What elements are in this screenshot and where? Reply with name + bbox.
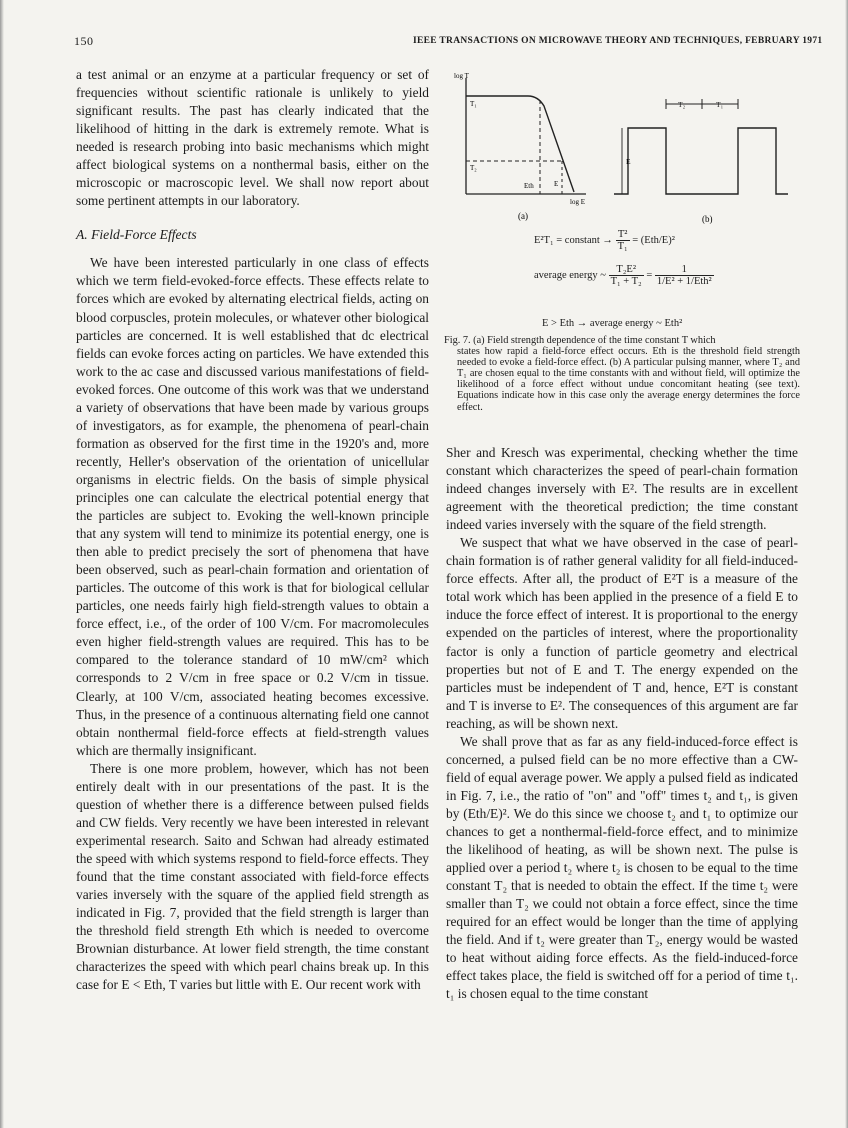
- equation-2-fraction: [609, 264, 644, 287]
- running-head: IEEE TRANSACTIONS ON MICROWAVE THEORY AND TECHNIQUES, FEBRUARY 1971: [413, 36, 823, 46]
- equation-3: E > Eth → average energy ~ Eth²: [542, 318, 683, 329]
- graph-a-x-label: log E: [570, 198, 585, 206]
- equation-2-den: T₁ + T₂: [610, 276, 642, 287]
- graph-b-e-label: E: [626, 157, 631, 166]
- body-paragraph: We have been interested particularly in one class of effects which we term field-evoked-force effects. These effects relate to forces which are evoked by alternating electrical fields, acting on blood corpuscles, protein molecules, or whatever other biological particles are concerned. It is well established that dc electrical fields can evoke forces acting on particles. We have extended this work to the ac case and discussed various manifestations of field-evoked forces. One outcome of this work was that we understand a variety of observations that have been made by various groups of investigators, as for example, the phenomena of pearl-chain formation as observed for the first time in the 1920's and, more recently, Heller's observation of the orientation of unicellular organisms in electric fields. On the basis of simple physical principles one can calculate the electrical potential energy that the particles are subject to. Evoking the well-known principle that any system will tend to minimize its potential energy, one is then able to predict precisely the sort of phenomena that have been observed, such as pearl-chain formation and orientation of particles. The outcome of this work is that for biological cellular particles, one needs fairly high field-strength values to obtain a force effect, i.e., of the order of 100 V/cm. For macromolecules even higher field-strength values are required. This has to be compared to the tolerance standard of 10 mW/cm² which corresponds to 2 V/cm in free space or 0.2 V/cm in tissue. Clearly, at 100 V/cm, associated heating becomes excessive. Thus, in the presence of a continuous alternating field one cannot obtain nonthermal field-force effects at field-strength values which are thermally insignificant.: [76, 255, 429, 758]
- equation-1: [534, 229, 675, 252]
- body-paragraph: We shall prove that as far as any field-induced-force effect is concerned, a pulsed field can be no more effective than a CW-field of equal average power. We apply a pulsed field as indicated in Fig. 7, i.e., the ratio of "on" and "off" times t₂ and t₁, is given by (Eth/E)². We do this since we choose t₂ and t₁ to optimize our chances to get a nonthermal-field-force effect, and to minimize the likelihood of heating, as will be shown next. The pulse is applied over a period t₂ where t₂ is chosen to be equal to the time constant T₂ that is needed to obtain the effect. If the time t₂ were smaller than T₂ we could not obtain a force effect, since the time required for an effect would be longer than the time of applying the field. And if t₂ were greater than T₂, energy would be wasted to heat without aiding force effects. As the field-induced-force effect takes place, the field is switched off for a period of time t₁. t₁ is chosen equal to the time constant: [446, 733, 798, 1002]
- graph-b-pulse-train: [614, 128, 788, 194]
- caption-body: states how rapid a field-force effect occurs. Eth is the threshold field strength needed to evoke a field-force effect. (b) A particular pulsing manner, where T₂ and T₁ are chosen equal to the time constants with and without field, will optimize the likelihood of a force effect without undue concomitant heating (see text). Equations indicate how in this case only the average energy determines the force effect.: [457, 346, 800, 413]
- graph-a-t2-label: T₂: [470, 164, 477, 172]
- body-paragraph: There is one more problem, however, which has not been entirely dealt with in our presentations of the past. It is the question of whether there is a difference between pulsed fields and CW fields. Very recently we have been interested in relevant experimental research. Saito and Schwan had already estimated the speed with which systems respond to field-force effects. They found that the time constant associated with field-force effects varies inversely with the square of the applied field strength as indicated in Fig. 7, provided that the field strength is larger than the threshold field strength Eth which is needed to overcome Brownian disturbance. At lower field strength, the time constant characterizes the speed with which pearl chains break up. In this case for E < Eth, T varies but little with E. Our recent work with: [76, 760, 429, 993]
- equation-1-lhs: E²T₁ = constant →: [534, 234, 613, 246]
- graph-a-e-label: E: [554, 180, 559, 188]
- graph-a-eth-label: Eth: [524, 182, 534, 190]
- equation-2: average energy ~ $\frac{\text{T₂E²}}{\text{T₁ + T₂}}$ = $\frac{1}{\text{1/E² + 1/Eth²}}$: [534, 264, 712, 287]
- intro-paragraph: a test animal or an enzyme at a particular frequency or set of frequencies without scientific rationale is unlikely to yield significant results. The past has clearly indicated that the likelihood of hitting in the dark is extremely remote. What is needed is research probing into basic mechanisms which might affect biological systems on a nonthermal basis, either on the microscopic or macroscopic level. We shall now report about some pertinent attempts in our laboratory.: [76, 67, 429, 209]
- caption-lead: Fig. 7. (a) Field strength dependence of the time constant T which: [444, 335, 716, 346]
- right-column: [446, 444, 798, 1003]
- section-heading: A. Field-Force Effects: [76, 227, 197, 243]
- graph-a-t1-label: T₁: [470, 100, 477, 108]
- left-column: [76, 66, 429, 994]
- graph-a-y-label: log T: [454, 72, 469, 80]
- graph-b-panel-label: (b): [702, 214, 713, 224]
- graph-b-t2-label: T₂: [678, 100, 686, 109]
- scan-edge-left: [0, 0, 4, 1128]
- equation-2-rhs-num: 1: [655, 264, 714, 276]
- equation-2-rhs-fraction: [655, 264, 714, 287]
- graph-a-panel-label: (a): [518, 211, 528, 221]
- equation-2-lhs: average energy ~: [534, 269, 606, 281]
- graph-a-curve: [466, 96, 574, 192]
- equation-1-fraction: [616, 229, 630, 252]
- equation-2-rhs-den: 1/E² + 1/Eth²: [656, 276, 712, 287]
- equation-1-rhs: = (Eth/E)²: [632, 234, 675, 246]
- figure-7-graphics: [446, 66, 806, 336]
- page-number: 150: [74, 34, 94, 48]
- figure-caption: [444, 335, 800, 413]
- graph-b-t1-label: T₁: [716, 100, 724, 109]
- equation-1-den: T₁: [617, 241, 628, 252]
- body-paragraph: We suspect that what we have observed in the case of pearl-chain formation is of rather general validity for all field-induced-force effects. After all, the product of E²T is a measure of the total work which has been applied in the presence of a field E to induce the force effect of interest. It is proportional to the energy expended on the particles of interest, where the proportionality factor is only a function of particle geometry and electrical properties but not of E and T. The energy expended on the particles must be independent of T and, hence, E²T is constant and T is inverse to E². The consequences of this argument are far reaching, as will be shown next.: [446, 535, 798, 731]
- body-paragraph: Sher and Kresch was experimental, checking whether the time constant which characterizes the speed of pearl-chain formation indeed changes inversely with E². The results are in excellent agreement with the theoretical prediction; the time constant indeed varies inversely with the square of the field strength.: [446, 445, 798, 533]
- equation-2-num: T₂E²: [609, 264, 644, 276]
- equation-1-num: T²: [616, 229, 630, 241]
